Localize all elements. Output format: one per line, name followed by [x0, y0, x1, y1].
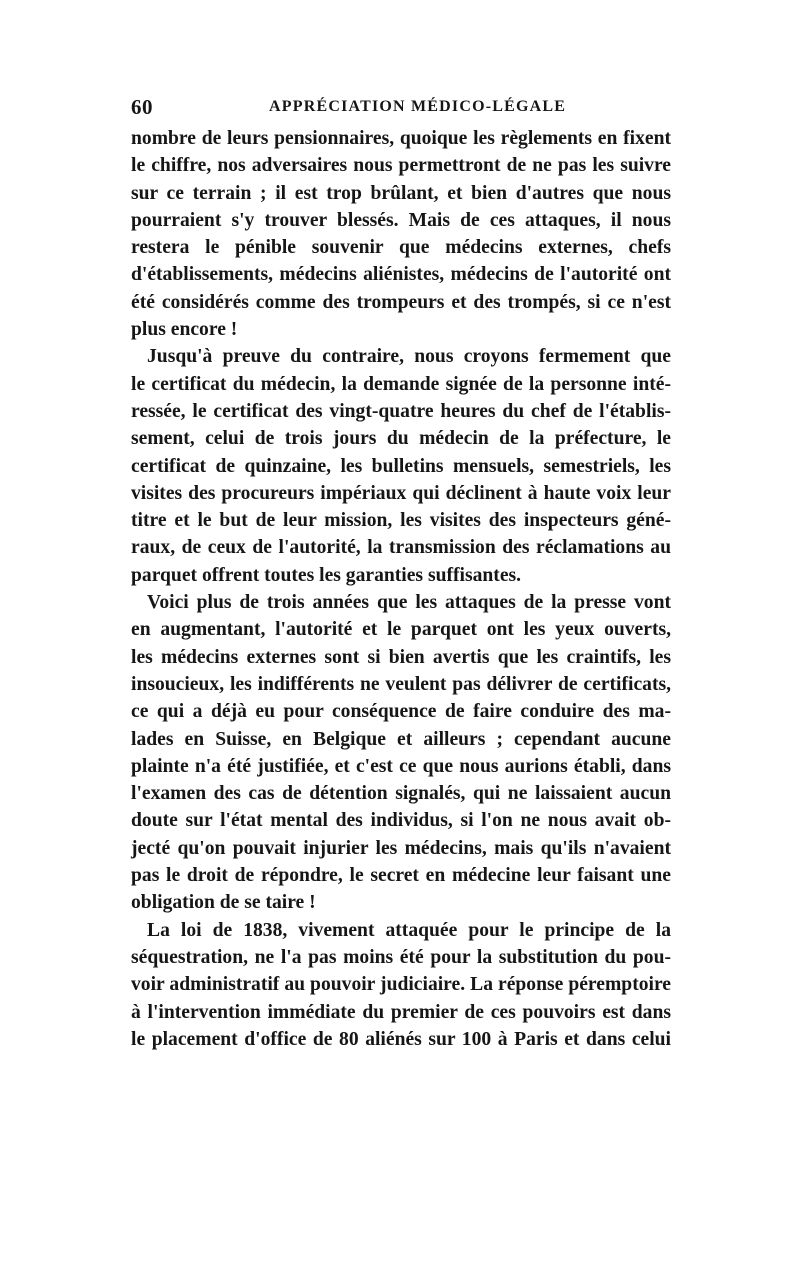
text-line: pourraient s'y trouver blessés. Mais de ces attaques, il nous	[131, 209, 671, 231]
text-line: Jusqu'à preuve du contraire, nous croyons fermement que	[147, 346, 671, 368]
text-line: parquet offrent toutes les garanties suffisantes.	[131, 564, 522, 586]
text-line: à l'intervention immédiate du premier de ces pouvoirs est dans	[131, 1001, 671, 1023]
text-line: été considérés comme des trompeurs et des trompés, si ce n'est	[131, 291, 671, 313]
text-line: le chiffre, nos adversaires nous permettront de ne pas les suivre	[131, 155, 671, 177]
text-line: le placement d'office de 80 aliénés sur 100 à Paris et dans celui	[131, 1028, 671, 1050]
text-line: certificat de quinzaine, les bulletins mensuels, semestriels, les	[131, 455, 671, 477]
paragraph	[131, 589, 671, 917]
text-line: insoucieux, les indifférents ne veulent pas délivrer de certificats,	[131, 673, 671, 695]
text-line: plus encore !	[131, 319, 238, 341]
text-line: pas le droit de répondre, le secret en médecine leur faisant une	[131, 865, 671, 887]
text-line: doute sur l'état mental des individus, si l'on ne nous avait ob-	[131, 810, 671, 832]
running-head	[131, 92, 671, 122]
text-line: raux, de ceux de l'autorité, la transmission des réclamations au	[131, 537, 671, 559]
text-line: l'examen des cas de détention signalés, qui ne laissaient aucun	[131, 783, 671, 805]
text-line: La loi de 1838, vivement attaquée pour le principe de la	[147, 919, 671, 941]
text-line: jecté qu'on pouvait injurier les médecins, mais qu'ils n'avaient	[131, 837, 671, 859]
paragraph	[131, 917, 671, 1053]
text-line: titre et le but de leur mission, les visites des inspecteurs géné-	[131, 510, 671, 532]
text-line: sement, celui de trois jours du médecin de la préfecture, le	[131, 428, 671, 450]
text-line: obligation de se taire !	[131, 892, 316, 914]
text-line: Voici plus de trois années que les attaques de la presse vont	[147, 592, 671, 614]
text-line: plainte n'a été justifiée, et c'est ce que nous aurions établi, dans	[131, 755, 671, 777]
text-line: les médecins externes sont si bien avertis que les craintifs, les	[131, 646, 671, 668]
text-line: ressée, le certificat des vingt-quatre heures du chef de l'établis-	[131, 400, 671, 422]
text-line: lades en Suisse, en Belgique et ailleurs ; cependant aucune	[131, 728, 671, 750]
text-line: séquestration, ne l'a pas moins été pour la substitution du pou-	[131, 946, 671, 968]
text-line: le certificat du médecin, la demande signée de la personne inté-	[131, 373, 671, 395]
text-line: visites des procureurs impériaux qui déclinent à haute voix leur	[131, 482, 671, 504]
page-number: 60	[131, 95, 153, 119]
text-line: sur ce terrain ; il est trop brûlant, et bien d'autres que nous	[131, 182, 671, 204]
text-line: en augmentant, l'autorité et le parquet ont les yeux ouverts,	[131, 619, 671, 641]
paragraph	[131, 343, 671, 589]
body-text	[131, 125, 671, 1053]
paragraph	[131, 125, 671, 343]
text-line: d'établissements, médecins aliénistes, médecins de l'autorité ont	[131, 264, 671, 286]
text-line: ce qui a déjà eu pour conséquence de faire conduire des ma-	[131, 701, 671, 723]
text-line: nombre de leurs pensionnaires, quoique les règlements en fixent	[131, 128, 671, 149]
text-line: restera le pénible souvenir que médecins externes, chefs	[131, 237, 671, 259]
running-title: APPRÉCIATION MÉDICO-LÉGALE	[269, 98, 567, 115]
text-line: voir administratif au pouvoir judiciaire. La réponse péremptoire	[131, 974, 671, 996]
